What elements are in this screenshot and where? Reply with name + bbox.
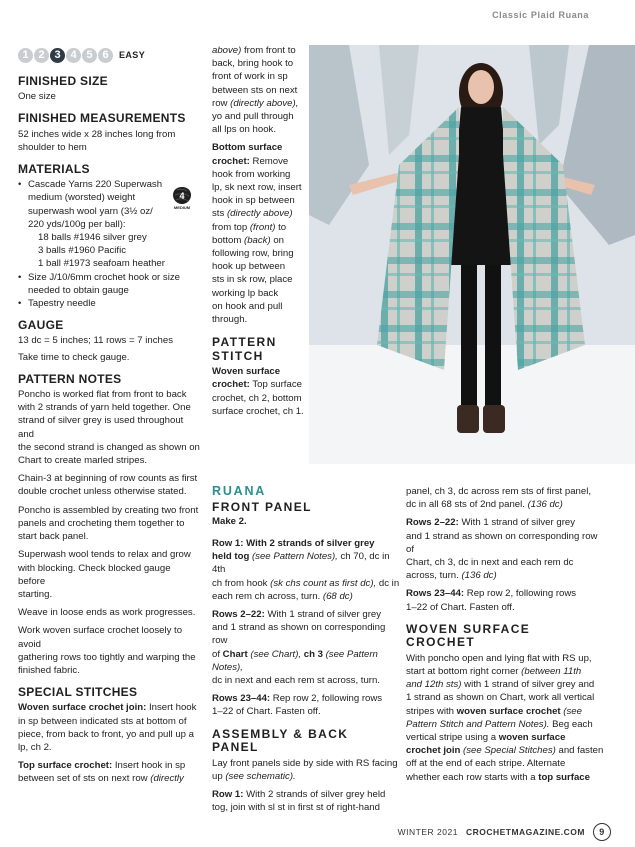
gauge-heading: GAUGE: [18, 318, 64, 333]
assembly-heading: ASSEMBLY & BACK PANEL: [212, 726, 349, 755]
skill-level-3: 3: [50, 48, 65, 63]
pattern-stitch-heading: PATTERN STITCH: [212, 335, 277, 363]
footer-magazine: CROCHETMAGAZINE.COM: [465, 827, 585, 837]
assembly-text: Lay front panels side by side with RS facing up (see schematic).: [212, 757, 398, 782]
front-row-1: Row 1: With 2 strands of silver grey held tog (see Pattern Notes), ch 70, dc in 4th ch from hook (sk chs count as first dc), dc in each rem ch across, turn. (68 dc): [212, 537, 400, 602]
column-3: [406, 485, 606, 789]
materials-heading: MATERIALS: [18, 162, 90, 177]
ruana-heading: RUANA: [212, 484, 267, 498]
pattern-note-3: Poncho is assembled by creating two front panels and crocheting them together to start back panel.: [18, 504, 199, 543]
finished-measurements-heading: FINISHED MEASUREMENTS: [18, 111, 186, 126]
finished-measurements-text: 52 inches wide x 28 inches long from shoulder to hem: [18, 128, 176, 153]
pattern-note-6: Work woven surface crochet loosely to avoid gathering rows too tightly and warping the finished fabric.: [18, 625, 196, 676]
pattern-note-2: Chain-3 at beginning of row counts as first double crochet unless otherwise stated.: [18, 473, 198, 498]
assembly-row-1-cont: panel, ch 3, dc across rem sts of first panel, dc in all 68 sts of 2nd panel. (136 dc): [406, 486, 592, 511]
materials-colors: 18 balls #1946 silver grey 3 balls #1960 Pacific 1 ball #1973 seafoam heather: [38, 232, 165, 270]
woven-surface-heading: WOVEN SURFACE CROCHET: [406, 621, 531, 650]
pattern-stitch-text: Woven surface crochet: Top surface crochet, ch 2, bottom surface crochet, ch 1.: [212, 366, 304, 417]
pattern-note-5: Weave in loose ends as work progresses.: [18, 607, 196, 619]
assembly-rows-23-44: Rows 23–44: Rep row 2, following rows 1–22 of Chart. Fasten off.: [406, 588, 577, 613]
page-footer: [398, 823, 611, 841]
skill-level-6: 6: [98, 48, 113, 63]
skill-level: [18, 46, 145, 64]
column-2-upper: [212, 44, 306, 423]
yarn-weight-label: MEDIUM: [173, 205, 191, 210]
special-stitch-join: Woven surface crochet join: Insert hook in sp between indicated sts at bottom of piece, from back to front, yo and pull up a lp, ch 2.: [18, 702, 197, 753]
photo-illustration: [309, 45, 635, 464]
footer-issue: WINTER 2021: [397, 827, 458, 837]
special-stitches-heading: SPECIAL STITCHES: [18, 685, 138, 700]
article-title: Classic Plaid Ruana: [492, 10, 589, 20]
gauge-check: Take time to check gauge.: [18, 351, 130, 363]
pattern-note-1: Poncho is worked flat from front to back with 2 strands of yarn held together. One strand of silver grey is used throughout and the second strand is changed as shown on Chart to create marled stripes.: [18, 389, 200, 467]
assembly-rows-2-22: Rows 2–22: With 1 strand of silver grey and 1 strand as shown on corresponding row of Chart, ch 3, dc in next and each rem dc across, turn. (136 dc): [406, 517, 598, 582]
skill-level-2: 2: [34, 48, 49, 63]
special-stitch-top: Top surface crochet: Insert hook in sp between set of sts on next row (directly: [18, 760, 186, 785]
yarn-weight-number: 4: [179, 191, 185, 201]
skill-level-5: 5: [82, 48, 97, 63]
page-number: 9: [593, 823, 611, 841]
front-rows-23-44: Rows 23–44: Rep row 2, following rows 1–22 of Chart. Fasten off.: [212, 693, 383, 718]
column-1: [18, 75, 200, 791]
materials-needle: • Tapestry needle: [18, 297, 200, 310]
finished-size-text: One size: [18, 91, 56, 103]
column-2-lower: [212, 485, 400, 819]
skill-level-4: 4: [66, 48, 81, 63]
assembly-row-1: Row 1: With 2 strands of silver grey held tog, join with sl st in first st of right-hand: [212, 788, 386, 814]
make-count: Make 2.: [212, 515, 247, 527]
woven-surface-text: With poncho open and lying flat with RS up, start at bottom right corner (between 11th and 12th sts) with 1 strand of silver grey and 1 strand as shown on Chart, work all vertical stripes with woven surface crochet (see Pattern Stitch and Pattern Notes). Beg each vertical stripe using a woven surface crochet join (see Special Stitches) and fasten off at the end of each stripe. Alternate whether each row starts with a top surface: [406, 652, 604, 783]
special-stitch-top-cont: above) from front to back, bring hook to front of work in sp between sts on next row (directly above), yo and pull through all lps on hook.: [212, 45, 299, 136]
front-rows-2-22: Rows 2–22: With 1 strand of silver grey and 1 strand as shown on corresponding row of Chart (see Chart), ch 3 (see Pattern Notes), dc in next and each rem st across, turn.: [212, 608, 386, 686]
ruana-photo: [309, 45, 635, 464]
skill-level-label: EASY: [119, 50, 146, 60]
special-stitch-bottom: Bottom surface crochet: Remove hook from working lp, sk next row, insert hook in sp between sts (directly above) from top (front) to bottom (back) on following row, bring hook up between sts in sk row, place working lp back on hook and pull through.: [212, 142, 302, 326]
pattern-notes-heading: PATTERN NOTES: [18, 371, 122, 386]
materials-yarn: • Cascade Yarns 220 Superwash medium (worsted) weight superwash wool yarn (3½ oz/ 220 yds/100g per ball):: [18, 178, 200, 231]
pattern-note-4: Superwash wool tends to relax and grow with blocking. Check blocked gauge before starting.: [18, 549, 191, 600]
skill-level-1: 1: [18, 48, 33, 63]
front-panel-heading: FRONT PANEL: [212, 500, 312, 515]
yarn-weight-icon: [171, 186, 193, 210]
finished-size-heading: FINISHED SIZE: [18, 74, 108, 88]
gauge-text: 13 dc = 5 inches; 11 rows = 7 inches: [18, 335, 174, 347]
materials-hook: • Size J/10/6mm crochet hook or size needed to obtain gauge: [18, 271, 200, 297]
